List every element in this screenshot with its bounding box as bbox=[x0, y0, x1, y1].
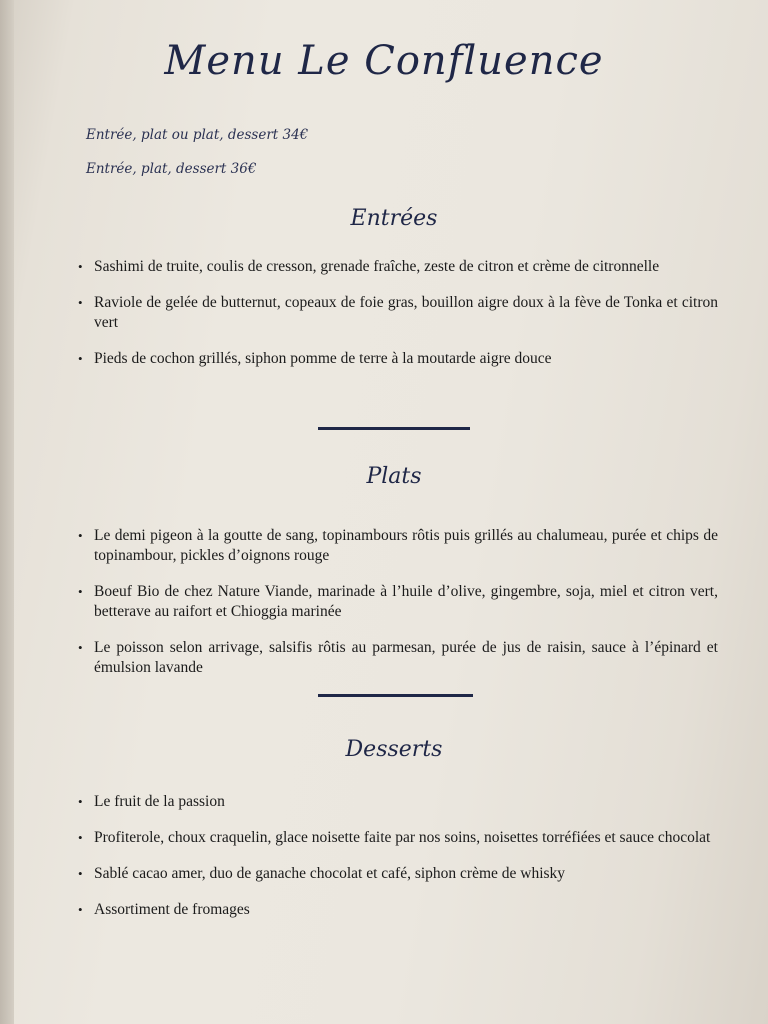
list-item: • Sablé cacao amer, duo de ganache chocolat et café, siphon crème de whisky bbox=[78, 864, 718, 884]
list-item: • Le demi pigeon à la goutte de sang, topinambours rôtis puis grillés au chalumeau, purée et chips de topinambour, pickles d’oignons rouge bbox=[78, 526, 718, 566]
list-item: • Raviole de gelée de butternut, copeaux de foie gras, bouillon aigre doux à la fève de Tonka et citron vert bbox=[78, 293, 718, 333]
pricing-block bbox=[86, 124, 308, 192]
list-item: • Boeuf Bio de chez Nature Viande, marinade à l’huile d’olive, gingembre, soja, miel et citron vert, betterave au raifort et Chioggia marinée bbox=[78, 582, 718, 622]
section-divider bbox=[318, 694, 473, 697]
menu-title: Menu Le Confluence bbox=[164, 38, 604, 84]
list-item: • Assortiment de fromages bbox=[78, 900, 718, 920]
paper-edge bbox=[0, 0, 14, 1024]
pricing-line: Entrée, plat, dessert 36€ bbox=[86, 161, 257, 177]
plats-list bbox=[78, 526, 718, 694]
list-item: • Pieds de cochon grillés, siphon pomme de terre à la moutarde aigre douce bbox=[78, 349, 718, 369]
section-divider bbox=[318, 427, 470, 430]
pricing-line: Entrée, plat ou plat, dessert 34€ bbox=[86, 127, 309, 143]
entrees-list bbox=[78, 257, 718, 385]
list-item: • Le fruit de la passion bbox=[78, 792, 718, 812]
section-heading-plats: Plats bbox=[366, 464, 422, 489]
list-item: • Sashimi de truite, coulis de cresson, grenade fraîche, zeste de citron et crème de citronnelle bbox=[78, 257, 718, 277]
list-item: • Profiterole, choux craquelin, glace noisette faite par nos soins, noisettes torréfiées et sauce chocolat bbox=[78, 828, 718, 848]
list-item: • Le poisson selon arrivage, salsifis rôtis au parmesan, purée de jus de raisin, sauce à l’épinard et émulsion lavande bbox=[78, 638, 718, 678]
desserts-list bbox=[78, 792, 718, 936]
section-heading-entrees: Entrées bbox=[350, 206, 438, 231]
section-heading-desserts: Desserts bbox=[345, 737, 443, 762]
